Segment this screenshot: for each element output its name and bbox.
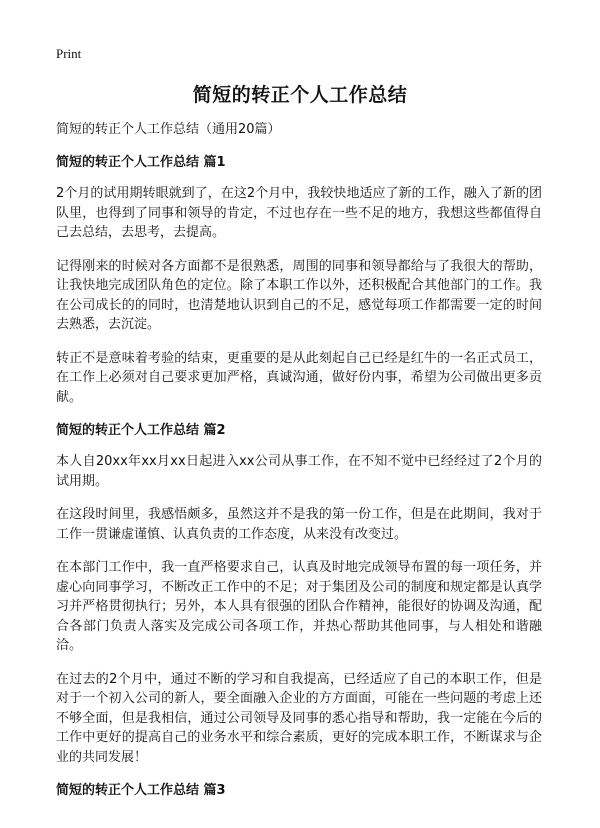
document-body — [56, 120, 542, 812]
print-link[interactable]: Print — [56, 46, 82, 61]
paragraph: 记得刚来的时候对各方面都不是很熟悉，周围的同事和领导都给与了我很大的帮助，让我快地完成团队角色的定位。除了本职工作以外，还积极配合其他部门的工作。我在公司成长的的同时，也清楚地认识到自己的不足，感觉每项工作都需要一定的时间去熟悉，去沉淀。 — [56, 258, 542, 332]
section-heading: 简短的转正个人工作总结 篇3 — [56, 783, 226, 798]
paragraph: 在本部门工作中，我一直严格要求自己，认真及时地完成领导布置的每一项任务，并虚心向同事学习，不断改正工作中的不足；对于集团及公司的制度和规定都是认真学习并严格贯彻执行；另外，本人具有很强的团队合作精神，能很好的协调及沟通，配合各部门负责人落实及完成公司各项工作，并热心帮助其他同事，与人相处和谐融洽。 — [56, 560, 542, 653]
paragraph: 在这段时间里，我感悟颇多，虽然这并不是我的第一份工作，但是在此期间，我对于工作一贯谦虚谨慎、认真负责的工作态度，从来没有改变过。 — [56, 507, 542, 542]
section-3 — [56, 781, 542, 800]
section-heading: 简短的转正个人工作总结 篇1 — [56, 155, 226, 170]
paragraph: 在过去的2个月中，通过不断的学习和自我提高，已经适应了自己的本职工作，但是对于一个初入公司的新人，要全面融入企业的方方面面，可能在一些问题的考虑上还不够全面，但是我相信，通过公司领导及同事的悉心指导和帮助，我一定能在今后的工作中更好的提高自己的业务水平和综合素质，更好的完成本职工作，不断谋求与企业的共同发展！ — [56, 671, 542, 765]
section-1 — [56, 153, 542, 407]
paragraph: 转正不是意味着考验的结束，更重要的是从此刻起自己已经是红牛的一名正式员工，在工作上必须对自己要求更加严格，真诚沟通，做好份内事，希望为公司做出更多贡献。 — [56, 350, 542, 405]
paragraph: 2个月的试用期转眼就到了，在这2个月中，我较快地适应了新的工作，融入了新的团队里，也得到了同事和领导的肯定，不过也存在一些不足的地方，我想这些都值得自己去总结，去思考，去提高。 — [56, 186, 542, 240]
page-title: 简短的转正个人工作总结 — [192, 84, 408, 106]
section-heading: 简短的转正个人工作总结 篇2 — [56, 423, 226, 438]
document-subtitle: 简短的转正个人工作总结（通用20篇） — [56, 122, 281, 137]
paragraph: 本人自20xx年xx月xx日起进入xx公司从事工作，在不知不觉中已经经过了2个月的试用期。 — [56, 454, 542, 489]
section-2 — [56, 421, 542, 767]
